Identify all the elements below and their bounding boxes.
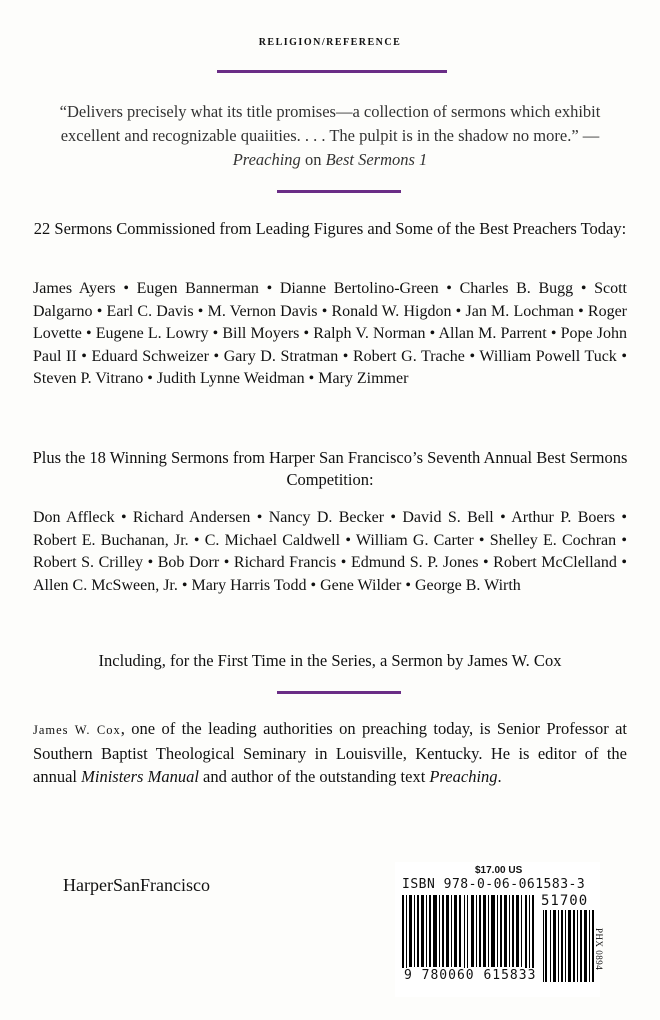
catalog-code: PHX 0894 — [594, 928, 604, 971]
author-bio — [33, 717, 627, 788]
price-label: $17.00 US — [475, 865, 523, 876]
commissioned-heading: 22 Sermons Commissioned from Leading Figures and Some of the Best Preachers Today: — [33, 219, 627, 238]
barcode-digits: 9 780060 615833 — [404, 968, 537, 983]
divider-quote — [277, 190, 401, 193]
commissioned-names: James Ayers • Eugen Bannerman • Dianne Bertolino-Green • Charles B. Bugg • Scott Dalgarno • Earl C. Davis • M. Vernon Davis • Ronald W. Higdon • Jan M. Lochman • Roger Lovette • Eugene L. Lowry • Bill Moyers • Ralph V. Norman • Allan M. Parrent • Pope John Paul II • Eduard Schweizer • Gary D. Stratman • Robert G. Trache • William Powell Tuck • Steven P. Vitrano • Judith Lynne Weidman • Mary Zimmer — [33, 280, 627, 388]
bio-end: . — [497, 767, 502, 786]
bio-text-2: and author of the outstanding text — [203, 767, 426, 786]
first-time-line: Including, for the First Time in the Series, a Sermon by James W. Cox — [98, 651, 562, 670]
category-label: RELIGION/REFERENCE — [258, 37, 402, 48]
bio-title-2: Preaching — [429, 767, 498, 786]
divider-top — [217, 70, 447, 73]
quote-book-title: Best Sermons 1 — [325, 150, 428, 169]
quote-on: on — [304, 150, 322, 169]
winners-heading: Plus the 18 Winning Sermons from Harper San Francisco’s Seventh Annual Best Sermons Competition: — [32, 448, 628, 489]
winners-names: Don Affleck • Richard Andersen • Nancy D. Becker • David S. Bell • Arthur P. Boers • Robert E. Buchanan, Jr. • C. Michael Caldwell • William G. Carter • Shelley E. Cochran • Robert S. Crilley • Bob Dorr • Richard Francis • Edmund S. P. Jones • Robert McClelland • Allen C. McSween, Jr. • Mary Harris Todd • Gene Wilder • George B. Wirth — [33, 509, 627, 594]
price-addon-barcode — [542, 910, 598, 985]
publisher-name: HarperSanFrancisco — [63, 875, 210, 895]
review-quote — [45, 100, 615, 172]
quote-source: Preaching — [232, 150, 301, 169]
author-name: James W. Cox — [33, 723, 121, 737]
isbn-label: ISBN 978-0-06-061583-3 — [402, 877, 586, 892]
quote-text: “Delivers precisely what its title promises—a collection of sermons which exhibit excellent and recognizable quaiities. . . . The pulpit is in the shadow no more.” — — [59, 102, 601, 145]
bio-text-1: , one of the leading authorities on preaching today, is Senior Professor at Southern Baptist Theological Seminary in Louisville, Kentucky. He is editor of the annual — [33, 719, 627, 786]
divider-bio — [277, 691, 401, 694]
bio-title-1: Ministers Manual — [81, 767, 199, 786]
price-addon-digits: 51700 — [541, 893, 589, 909]
